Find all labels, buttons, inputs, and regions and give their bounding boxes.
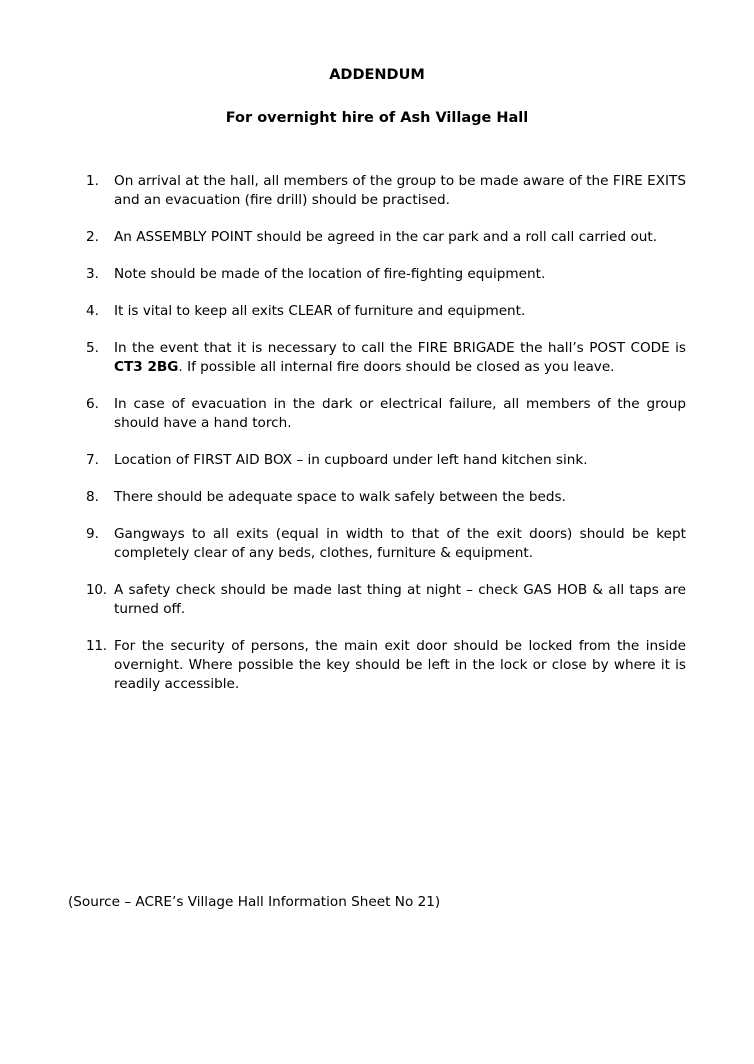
list-item-6 (86, 395, 686, 433)
item-text: A safety check should be made last thing at night – check GAS HOB & all taps are turned off. (114, 582, 686, 617)
item-text: Location of FIRST AID BOX – in cupboard under left hand kitchen sink. (114, 452, 588, 468)
item-number: 9. (86, 526, 99, 542)
list-item-9 (86, 525, 686, 563)
item-number: 4. (86, 303, 99, 319)
item-number: 5. (86, 340, 99, 356)
rules-list (86, 172, 686, 712)
list-item-3 (86, 265, 686, 284)
item-text: It is vital to keep all exits CLEAR of furniture and equipment. (114, 303, 526, 319)
item-number: 8. (86, 489, 99, 505)
list-item-4 (86, 302, 686, 321)
item-number: 6. (86, 396, 99, 412)
item-number: 11. (86, 638, 107, 654)
list-item-5 (86, 339, 686, 377)
list-item-7 (86, 451, 686, 470)
item-number: 2. (86, 229, 99, 245)
item-text: There should be adequate space to walk safely between the beds. (114, 489, 566, 505)
item-text (114, 339, 686, 377)
item-text-after: . If possible all internal fire doors should be closed as you leave. (178, 359, 615, 375)
list-item-2 (86, 228, 686, 247)
list-item-1 (86, 172, 686, 210)
item-number: 10. (86, 582, 107, 598)
list-item-11 (86, 637, 686, 694)
list-item-8 (86, 488, 686, 507)
list-item-10 (86, 581, 686, 619)
item-text: In case of evacuation in the dark or electrical failure, all members of the group should have a hand torch. (114, 396, 686, 431)
item-text: For the security of persons, the main exit door should be locked from the inside overnight. Where possible the key should be left in the lock or close by where it is readily accessible. (114, 638, 686, 692)
item-number: 3. (86, 266, 99, 282)
document-title: ADDENDUM (329, 67, 425, 83)
item-text-before: In the event that it is necessary to call the FIRE BRIGADE the hall’s POST CODE is (114, 340, 686, 356)
item-number: 7. (86, 452, 99, 468)
item-text: On arrival at the hall, all members of the group to be made aware of the FIRE EXITS and an evacuation (fire drill) should be practised. (114, 173, 686, 208)
item-number: 1. (86, 173, 99, 189)
item-text: An ASSEMBLY POINT should be agreed in the car park and a roll call carried out. (114, 229, 658, 245)
post-code: CT3 2BG (114, 359, 179, 375)
document-subtitle: For overnight hire of Ash Village Hall (225, 110, 529, 126)
item-text: Note should be made of the location of fire-fighting equipment. (114, 266, 546, 282)
source-note: (Source – ACRE’s Village Hall Information Sheet No 21) (68, 894, 441, 910)
item-text: Gangways to all exits (equal in width to that of the exit doors) should be kept completely clear of any beds, clothes, furniture & equipment. (114, 526, 686, 561)
